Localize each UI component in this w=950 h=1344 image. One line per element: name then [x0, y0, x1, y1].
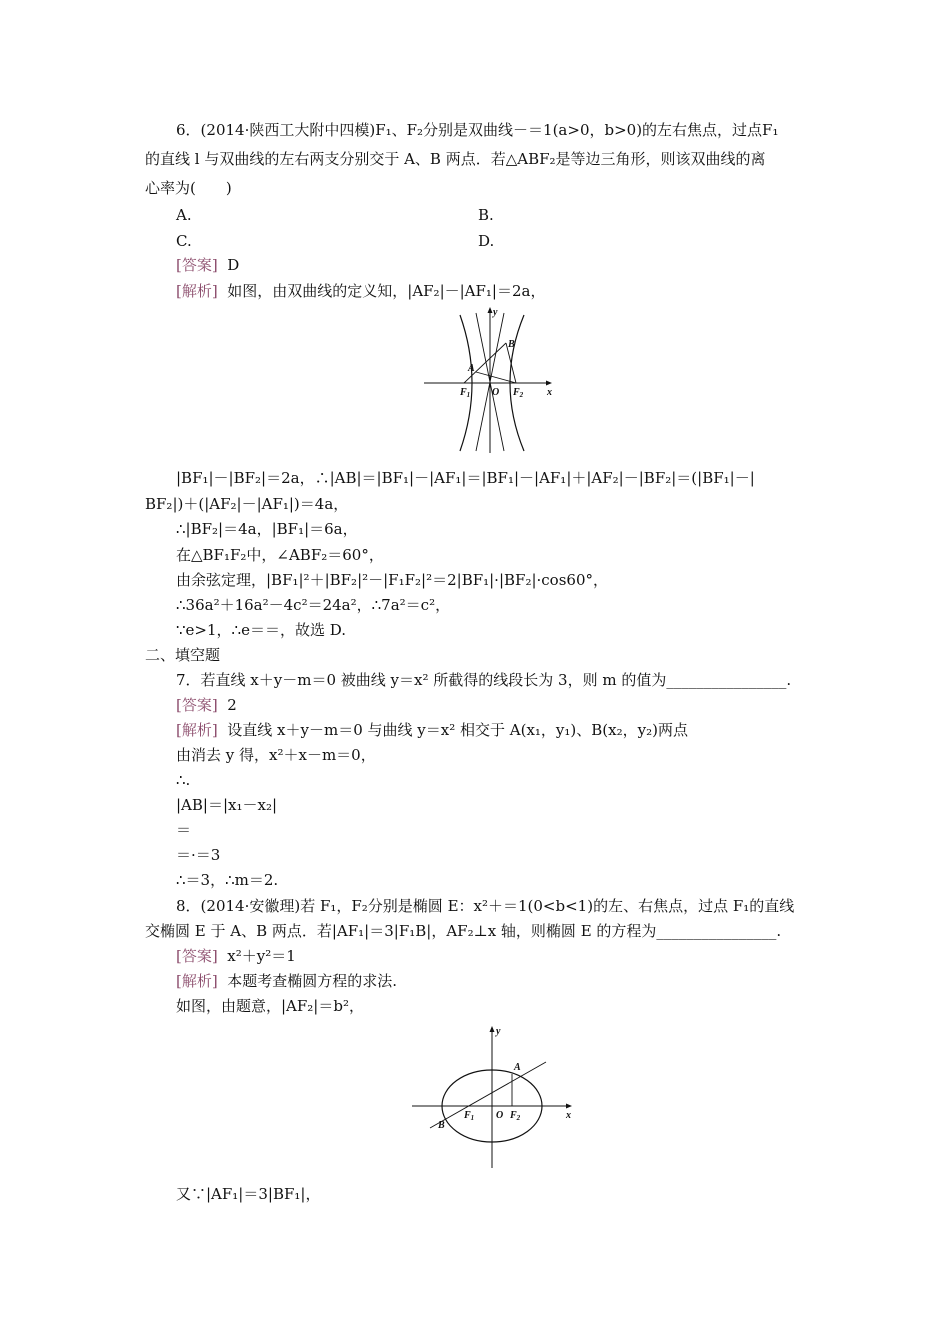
q8-answer-row: [176, 944, 296, 968]
x-axis-arrow: [546, 381, 552, 386]
label-o: O: [496, 1110, 504, 1121]
answer-tag: [答案]: [176, 696, 218, 714]
label-a: A: [468, 363, 475, 374]
q6-option-d: D.: [478, 232, 495, 250]
q6-answer-row: [176, 253, 239, 277]
q7-answer-row: [176, 693, 237, 717]
y-axis-arrow: [488, 307, 493, 313]
q7-step-4: ＝: [176, 821, 192, 839]
section-heading: 二、填空题: [145, 646, 221, 664]
label-y: y: [493, 307, 498, 318]
q7-step-5: ＝·＝3: [176, 846, 221, 864]
q6-analysis-text: 如图，由双曲线的定义知，|AF₂|－|AF₁|＝2a，: [227, 282, 546, 300]
q7-analysis-row: [176, 718, 688, 742]
q6-option-b: B.: [478, 206, 494, 224]
answer-tag: [答案]: [176, 256, 218, 274]
y-axis-arrow: [490, 1026, 495, 1032]
label-f2: $F_2$: [510, 1110, 521, 1122]
q8-analysis-row: [176, 969, 397, 993]
label-f2: $F_2$: [513, 387, 524, 399]
label-f1: $F_1$: [460, 387, 471, 399]
q6-option-a: A.: [176, 206, 192, 224]
label-o: O: [492, 387, 500, 398]
q6-step-5: 由余弦定理，|BF₁|²＋|BF₂|²－|F₁F₂|²＝2|BF₁|·|BF₂|·cos60°，: [176, 571, 608, 589]
q6-step-6: ∴36a²＋16a²－4c²＝24a²，∴7a²＝c²，: [176, 596, 451, 614]
q7-analysis-text: 设直线 x＋y－m＝0 与曲线 y＝x² 相交于 A(x₁，y₁)、B(x₂，y₂)两点: [227, 721, 688, 739]
analysis-tag: [解析]: [176, 721, 218, 739]
q7-answer: 2: [227, 696, 237, 714]
q8-step-2: 又∵|AF₁|＝3|BF₁|，: [176, 1185, 321, 1203]
q6-line3: 心率为( ): [145, 179, 232, 197]
q8-answer: x²＋y²＝1: [227, 947, 296, 965]
label-f1: $F_1$: [464, 1110, 475, 1122]
line-through-f1: [430, 1062, 546, 1128]
analysis-tag: [解析]: [176, 972, 218, 990]
label-x: x: [566, 1110, 571, 1121]
label-y: y: [496, 1026, 501, 1037]
q7-step-1: 由消去 y 得，x²＋x－m＝0，: [176, 746, 376, 764]
q7-step-3: |AB|＝|x₁－x₂|: [176, 796, 278, 814]
label-b: B: [508, 339, 515, 350]
q6-step-7: ∵e>1，∴e＝＝，故选 D.: [176, 621, 346, 639]
q6-step-4: 在△BF₁F₂中，∠ABF₂＝60°，: [176, 546, 384, 564]
x-axis-arrow: [566, 1104, 572, 1109]
hyperbola-figure: [420, 303, 560, 455]
q6-answer: D: [227, 256, 240, 274]
q6-option-c: C.: [176, 232, 192, 250]
q6-step-2: BF₂|)＋(|AF₂|－|AF₁|)＝4a，: [145, 495, 349, 513]
q6-step-1: |BF₁|－|BF₂|＝2a，∴|AB|＝|BF₁|－|AF₁|＝|BF₁|－|AF₁|＋|AF₂|－|BF₂|＝(|BF₁|－|: [176, 469, 755, 487]
q8-line1: 8．(2014·安徽理)若 F₁，F₂分别是椭圆 E：x²＋＝1(0<b<1)的左、右焦点，过点 F₁的直线: [176, 897, 795, 915]
q7-line1: 7．若直线 x＋y－m＝0 被曲线 y＝x² 所截得的线段长为 3，则 m 的值为________________.: [176, 671, 792, 689]
q6-analysis-row: [176, 279, 545, 303]
q7-step-6: ∴＝3，∴m＝2.: [176, 871, 279, 889]
label-b: B: [438, 1120, 445, 1131]
analysis-tag: [解析]: [176, 282, 218, 300]
q6-line1: 6．(2014·陕西工大附中四模)F₁、F₂分别是双曲线－＝1(a>0，b>0)的左右焦点，过点F₁: [176, 121, 779, 139]
q7-step-2: ∴.: [176, 771, 191, 789]
ellipse-figure: [408, 1022, 578, 1170]
q8-line2: 交椭圆 E 于 A、B 两点．若|AF₁|＝3|F₁B|，AF₂⊥x 轴，则椭圆 E 的方程为________________.: [145, 922, 782, 940]
q6-step-3: ∴|BF₂|＝4a，|BF₁|＝6a，: [176, 520, 358, 538]
q8-step-1: 如图，由题意，|AF₂|＝b²，: [176, 997, 364, 1015]
q8-analysis-text: 本题考查椭圆方程的求法.: [227, 972, 398, 990]
label-a: A: [514, 1062, 521, 1073]
q6-line2: 的直线 l 与双曲线的左右两支分别交于 A、B 两点．若△ABF₂是等边三角形，则该双曲线的离: [145, 150, 766, 168]
answer-tag: [答案]: [176, 947, 218, 965]
label-x: x: [547, 387, 552, 398]
